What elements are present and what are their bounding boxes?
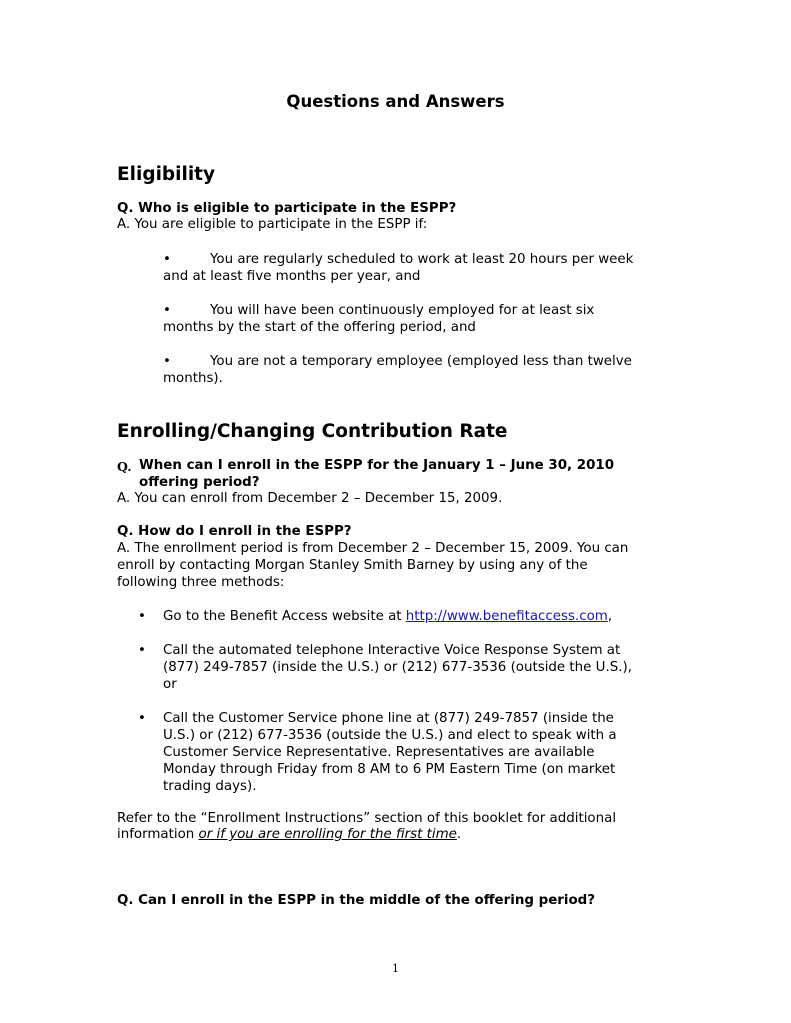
first-time-emphasis: or if you are enrolling for the first time (198, 827, 457, 842)
bullet-dot: • (163, 252, 171, 267)
bullet-dot: • (163, 303, 171, 318)
method-text-line: trading days). (163, 779, 257, 794)
enrolling-heading: Enrolling/Changing Contribution Rate (117, 421, 508, 442)
bullet-text-line: months by the start of the offering period, and (163, 320, 476, 335)
method-text (163, 608, 612, 625)
method-text-line: Customer Service Representative. Representatives are available (163, 745, 595, 760)
enroll-answer-2-line: enroll by contacting Morgan Stanley Smith Barney by using any of the (117, 558, 588, 573)
bullet-text-line: You are regularly scheduled to work at least 20 hours per week (210, 252, 634, 267)
enroll-answer-1: A. You can enroll from December 2 – December 15, 2009. (117, 491, 503, 506)
refer-text-prefix: information (117, 827, 199, 842)
eligibility-bullet-3 (0, 353, 791, 387)
bullet-text-line: You will have been continuously employed for at least six (210, 303, 595, 318)
enroll-question-3: Q. Can I enroll in the ESPP in the middle of the offering period? (117, 893, 596, 908)
bullet-text-line: and at least five months per year, and (163, 269, 421, 284)
bullet-dot: • (163, 354, 171, 369)
method-text-line: U.S.) or (212) 677-3536 (outside the U.S.) and elect to speak with a (163, 728, 617, 743)
enroll-question-2: Q. How do I enroll in the ESPP? (117, 524, 352, 539)
method-text-line: Monday through Friday from 8 AM to 6 PM Eastern Time (on market (163, 762, 616, 777)
refer-text-suffix: . (456, 827, 462, 842)
bullet-dot: • (138, 643, 146, 658)
enroll-question-1 (117, 457, 717, 491)
method-text-prefix: Go to the Benefit Access website at (163, 609, 406, 624)
method-text-suffix: , (607, 609, 613, 624)
enroll-answer-2-line: A. The enrollment period is from December 2 – December 15, 2009. You can (117, 541, 629, 556)
question-text-line: When can I enroll in the ESPP for the January 1 – June 30, 2010 (139, 458, 615, 473)
eligibility-heading: Eligibility (117, 164, 216, 185)
method-item-website (0, 608, 791, 625)
page-title: Questions and Answers (286, 92, 505, 111)
method-text-line: Call the automated telephone Interactive Voice Response System at (163, 643, 621, 658)
method-text-line: (877) 249-7857 (inside the U.S.) or (212) 677-3536 (outside the U.S.), (163, 660, 632, 675)
eligibility-bullet-2 (0, 302, 791, 336)
method-text-line: Call the Customer Service phone line at (877) 249-7857 (inside the (163, 711, 614, 726)
bullet-dot: • (138, 609, 146, 624)
method-text-line: or (163, 677, 177, 692)
eligibility-answer: A. You are eligible to participate in the ESPP if: (117, 217, 428, 232)
bullet-text-line: months). (163, 371, 223, 386)
method-item-phone-ivr (0, 642, 791, 693)
benefit-access-link[interactable]: http://www.benefitaccess.com (405, 609, 608, 624)
eligibility-bullet-1 (0, 251, 791, 285)
refer-text-line: Refer to the “Enrollment Instructions” section of this booklet for additional (117, 811, 617, 826)
method-item-customer-service (0, 710, 791, 795)
question-mark-label: Q. (117, 459, 132, 474)
question-text-line: offering period? (139, 475, 260, 490)
bullet-dot: • (138, 711, 146, 726)
page-number: 1 (392, 962, 399, 975)
refer-text-line (117, 826, 461, 843)
enroll-answer-2-line: following three methods: (117, 575, 285, 590)
eligibility-question: Q. Who is eligible to participate in the ESPP? (117, 201, 457, 216)
bullet-text-line: You are not a temporary employee (employed less than twelve (210, 354, 632, 369)
